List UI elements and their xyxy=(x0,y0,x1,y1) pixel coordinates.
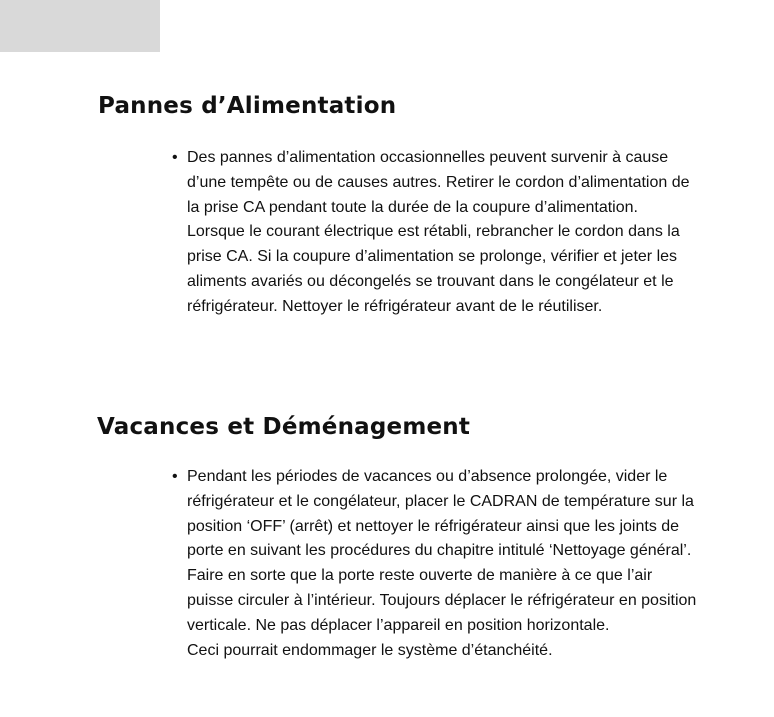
bullet-line xyxy=(172,196,752,221)
bullet-line xyxy=(172,146,752,171)
text-line: réfrigérateur. Nettoyer le réfrigérateur avant de le réutiliser. xyxy=(187,297,603,315)
text-line: Faire en sorte que la porte reste ouverte de manière à ce que l’air xyxy=(187,567,653,585)
text-line: d’une tempête ou de causes autres. Retirer le cordon d’alimentation de xyxy=(187,173,690,191)
bullet-line xyxy=(172,589,752,614)
text-line: aliments avariés ou décongelés se trouvant dans le congélateur et le xyxy=(187,272,674,290)
bullet-line xyxy=(172,465,752,490)
bullet-line xyxy=(172,539,752,564)
bullet-line xyxy=(172,220,752,245)
text-line: Des pannes d’alimentation occasionnelles peuvent survenir à cause xyxy=(187,149,669,166)
bullet-item-vacation-moving xyxy=(172,465,752,663)
text-line: porte en suivant les procédures du chapitre intitulé ‘Nettoyage général’. xyxy=(187,542,692,560)
bullet-marker: • xyxy=(172,149,178,166)
text-line: verticale. Ne pas déplacer l’appareil en position horizontale. xyxy=(187,616,610,634)
bullet-line xyxy=(172,245,752,270)
section-heading-vacation-moving: Vacances et Déménagement xyxy=(97,414,471,440)
text-line: la prise CA pendant toute la durée de la coupure d’alimentation. xyxy=(187,198,638,216)
text-line: Ceci pourrait endommager le système d’étanchéité. xyxy=(187,641,553,659)
text-line: Pendant les périodes de vacances ou d’absence prolongée, vider le xyxy=(187,468,668,485)
bullet-line xyxy=(172,490,752,515)
bullet-line xyxy=(172,639,752,664)
text-line: Lorsque le courant électrique est rétabli, rebrancher le cordon dans la xyxy=(187,223,680,241)
bullet-line xyxy=(172,614,752,639)
bullet-marker: • xyxy=(172,468,178,485)
text-line: prise CA. Si la coupure d’alimentation se prolonge, vérifier et jeter les xyxy=(187,248,678,266)
section-heading-power-outage: Pannes d’Alimentation xyxy=(98,93,397,119)
text-line: position ‘OFF’ (arrêt) et nettoyer le réfrigérateur ainsi que les joints de xyxy=(187,517,680,535)
text-line: réfrigérateur et le congélateur, placer le CADRAN de température sur la xyxy=(187,492,694,510)
bullet-item-power-outage xyxy=(172,146,752,320)
bullet-line xyxy=(172,171,752,196)
text-line: puisse circuler à l’intérieur. Toujours déplacer le réfrigérateur en position xyxy=(187,591,697,609)
page-corner-tab xyxy=(0,0,160,52)
bullet-line xyxy=(172,295,752,320)
bullet-line xyxy=(172,515,752,540)
bullet-line xyxy=(172,270,752,295)
bullet-line xyxy=(172,564,752,589)
